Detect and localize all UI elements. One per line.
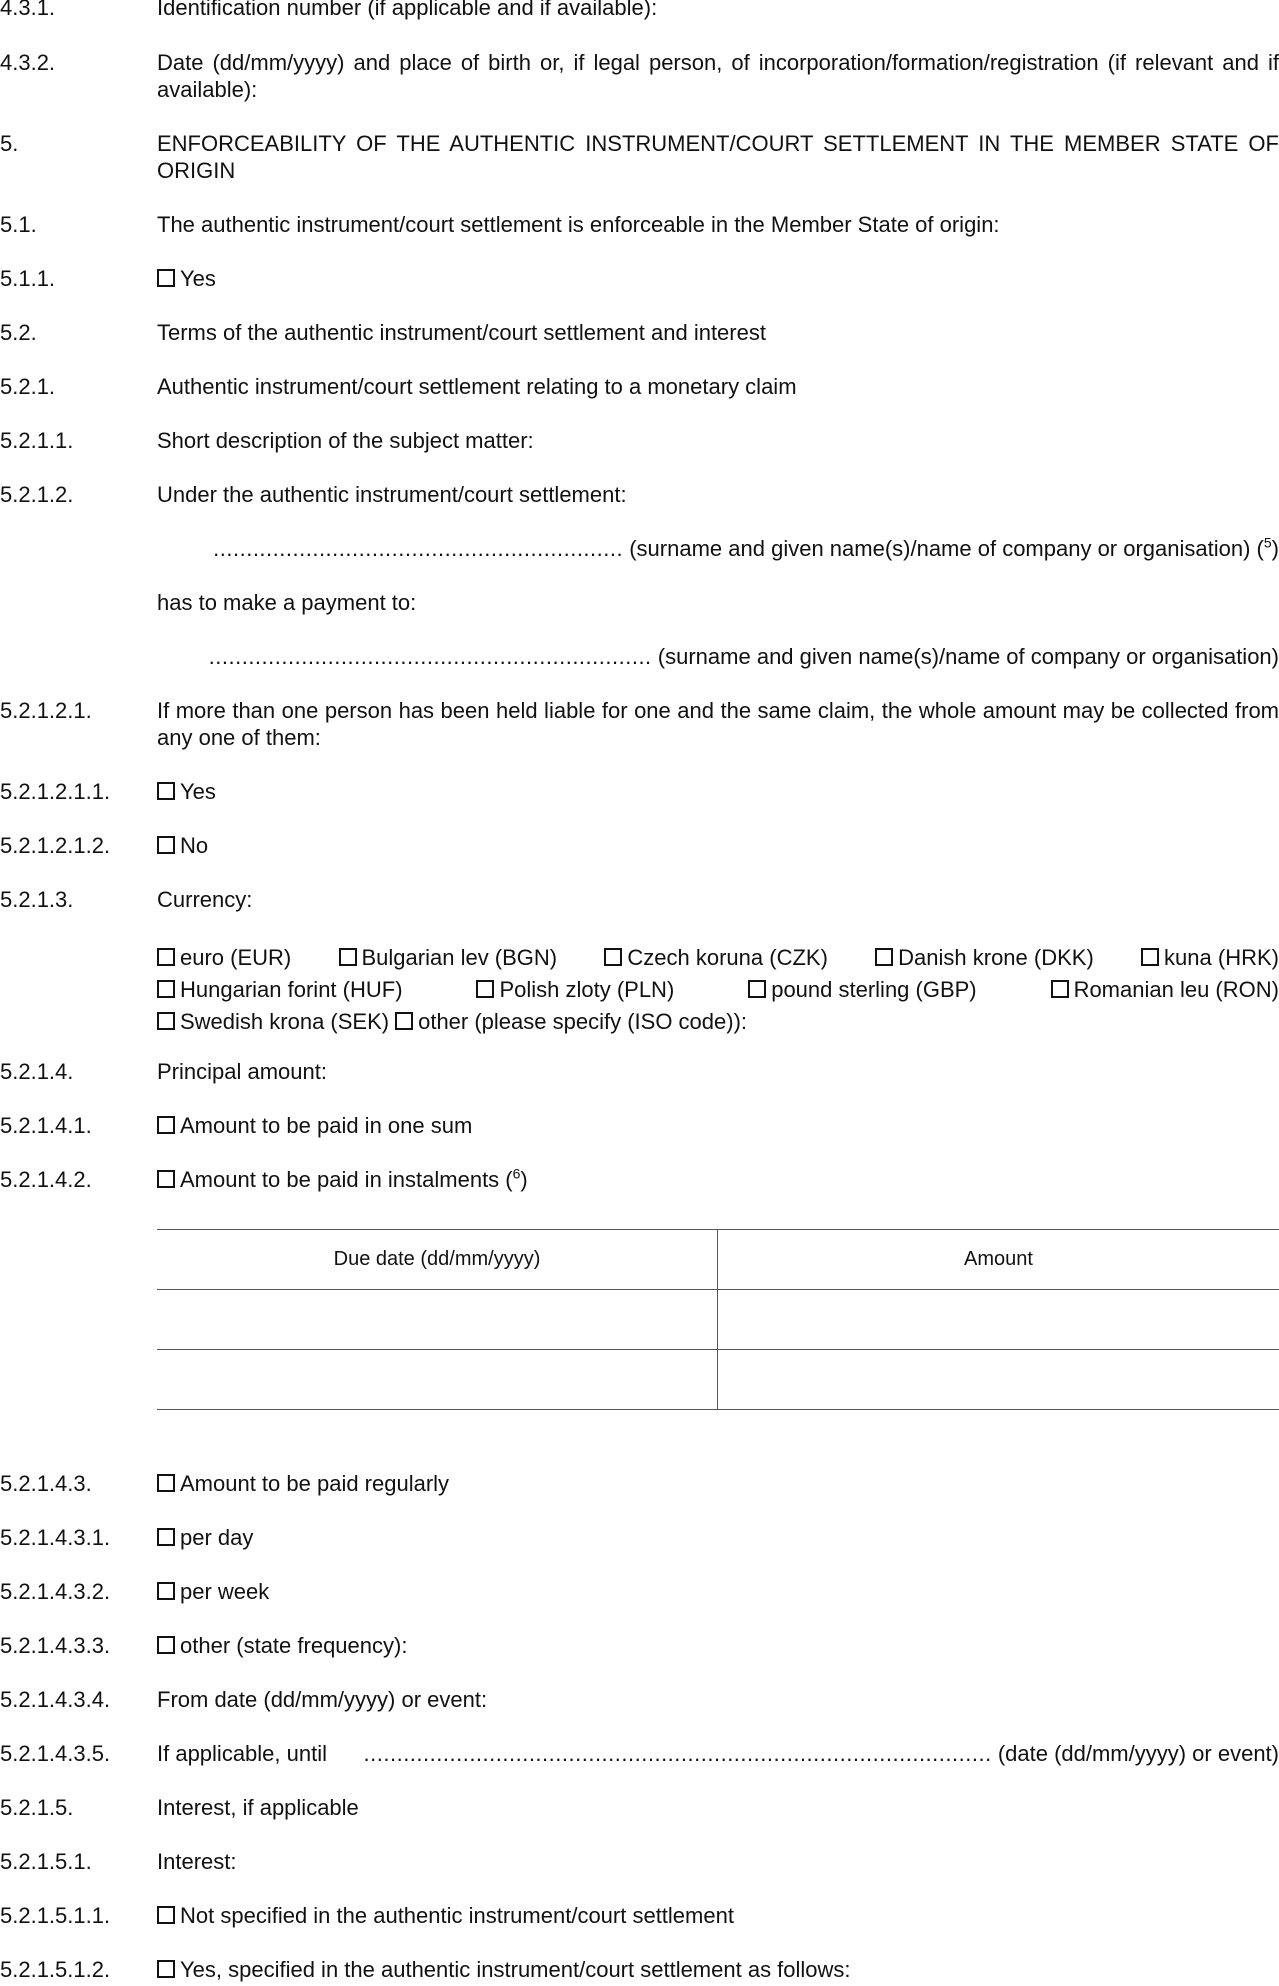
checkbox-interest-not-specified[interactable] [157, 1906, 175, 1924]
checkbox-other-frequency[interactable] [157, 1636, 175, 1654]
section-number: 5.2.1.4. [0, 1059, 74, 1084]
paren-close: ) [1271, 536, 1279, 561]
section-number: 5.2.1.1. [0, 428, 74, 453]
currency-label: Bulgarian lev (BGN) [361, 945, 558, 970]
checkbox-pln[interactable] [476, 980, 494, 998]
checkbox-gbp[interactable] [748, 980, 766, 998]
section-number: 5.2.1.3. [0, 887, 74, 912]
creditor-name-line [157, 643, 1279, 670]
checkbox-label: Yes [180, 779, 216, 804]
field-label: If applicable, until [157, 1741, 327, 1766]
currency-option-ron [1051, 974, 1279, 1006]
field-label: Principal amount: [157, 1059, 327, 1084]
field-label: Short description of the subject matter: [157, 428, 534, 453]
creditor-name-blank[interactable]: ................................................................... [208, 644, 652, 669]
checkbox-one-sum[interactable] [157, 1116, 175, 1134]
footnote-ref: 6 [512, 1165, 521, 1182]
payment-to-label: has to make a payment to: [157, 590, 417, 615]
currency-option-huf [157, 974, 403, 1006]
currency-option-hrk [1141, 942, 1279, 974]
field-label: Under the authentic instrument/court settlement: [157, 482, 627, 507]
section-number: 5.2.1.4.1. [0, 1113, 92, 1138]
due-date-cell[interactable] [157, 1350, 718, 1410]
checkbox-huf[interactable] [157, 980, 175, 998]
footnote-ref: 5 [1263, 534, 1272, 551]
currency-option-dkk [875, 942, 1094, 974]
section-number: 5.2.1.4.2. [0, 1167, 92, 1192]
section-number: 5.2.1.4.3. [0, 1471, 92, 1496]
section-number: 4.3.1. [0, 0, 56, 20]
section-number: 5.1. [0, 212, 37, 237]
section-number: 5. [0, 131, 19, 156]
currency-option-czk [604, 942, 828, 974]
due-date-cell[interactable] [157, 1290, 718, 1350]
section-number: 5.2.1.5.1.1. [0, 1903, 111, 1928]
section-number: 5.2.1.4.3.4. [0, 1687, 111, 1712]
checkbox-dkk[interactable] [875, 948, 893, 966]
column-header-amount: Amount [718, 1230, 1279, 1290]
checkbox-per-week[interactable] [157, 1582, 175, 1600]
field-label: Date (dd/mm/yyyy) and place of birth or, if legal person, of incorporation/formation/registration (if relevant and if available): [157, 50, 1279, 102]
checkbox-label: No [180, 833, 209, 858]
checkbox-interest-specified[interactable] [157, 1960, 175, 1978]
debtor-name-blank[interactable]: .............................................................. [213, 536, 624, 561]
field-label: The authentic instrument/court settlement is enforceable in the Member State of origin: [157, 212, 1000, 237]
currency-label: Swedish krona (SEK) [180, 1009, 390, 1034]
checkbox-ron[interactable] [1051, 980, 1069, 998]
currency-option-other [395, 1006, 747, 1038]
debtor-name-label: (surname and given name(s)/name of company or organisation) ( [629, 536, 1264, 561]
checkbox-label: Yes, specified in the authentic instrument/court settlement as follows: [180, 1957, 851, 1982]
checkbox-eur[interactable] [157, 948, 175, 966]
instalment-table [157, 1229, 1279, 1410]
checkbox-label: Yes [180, 266, 216, 291]
section-number: 5.2.1.5.1.2. [0, 1957, 111, 1982]
currency-label: kuna (HRK) [1164, 945, 1279, 970]
section-number: 5.2.1.5. [0, 1795, 74, 1820]
paren-close: ) [520, 1167, 528, 1192]
debtor-name-line [157, 535, 1279, 562]
table-header-row [157, 1230, 1279, 1290]
currency-option-gbp [748, 974, 976, 1006]
currency-option-eur [157, 942, 291, 974]
currency-label: Hungarian forint (HUF) [180, 977, 403, 1002]
checkbox-label: Not specified in the authentic instrument/court settlement [180, 1903, 734, 1928]
checkbox-regularly[interactable] [157, 1474, 175, 1492]
section-number: 5.2.1.4.3.2. [0, 1579, 111, 1604]
currency-label: other (please specify (ISO code)): [418, 1009, 748, 1034]
currency-label: euro (EUR) [180, 945, 292, 970]
checkbox-sek[interactable] [157, 1012, 175, 1030]
section-title: ENFORCEABILITY OF THE AUTHENTIC INSTRUMENT/COURT SETTLEMENT IN THE MEMBER STATE OF ORIGIN [157, 131, 1279, 183]
section-number: 5.2. [0, 320, 37, 345]
currency-option-pln [476, 974, 674, 1006]
creditor-name-label: (surname and given name(s)/name of company or organisation) [657, 644, 1279, 669]
field-label: If more than one person has been held liable for one and the same claim, the whole amount may be collected from any one of them: [157, 698, 1279, 750]
currency-options [157, 942, 1279, 1038]
field-label: From date (dd/mm/yyyy) or event: [157, 1687, 488, 1712]
section-number: 5.2.1.2.1.1. [0, 779, 111, 804]
section-number: 5.2.1.2.1. [0, 698, 92, 723]
amount-cell[interactable] [718, 1290, 1279, 1350]
field-label: Currency: [157, 887, 253, 912]
currency-label: pound sterling (GBP) [771, 977, 977, 1002]
section-number: 5.2.1.2. [0, 482, 74, 507]
section-number: 5.1.1. [0, 266, 56, 291]
checkbox-label: Amount to be paid in one sum [180, 1113, 473, 1138]
currency-label: Danish krone (DKK) [898, 945, 1094, 970]
section-number: 5.2.1. [0, 374, 56, 399]
field-label: Interest: [157, 1849, 237, 1874]
checkbox-per-day[interactable] [157, 1528, 175, 1546]
table-row [157, 1290, 1279, 1350]
section-number: 5.2.1.4.3.5. [0, 1741, 111, 1766]
section-number: 5.2.1.5.1. [0, 1849, 92, 1874]
checkbox-czk[interactable] [604, 948, 622, 966]
until-date-label: (date (dd/mm/yyyy) or event) [997, 1741, 1279, 1766]
checkbox-joint-no[interactable] [157, 836, 175, 854]
section-number: 5.2.1.2.1.2. [0, 833, 111, 858]
section-number: 4.3.2. [0, 50, 56, 75]
field-label: Authentic instrument/court settlement relating to a monetary claim [157, 374, 797, 399]
column-header-due-date: Due date (dd/mm/yyyy) [157, 1230, 718, 1290]
field-label: Terms of the authentic instrument/court settlement and interest [157, 320, 766, 345]
field-label: Interest, if applicable [157, 1795, 359, 1820]
until-date-blank[interactable]: ............................................................................................... [363, 1741, 992, 1766]
checkbox-instalments[interactable] [157, 1170, 175, 1188]
currency-label: Polish zloty (PLN) [499, 977, 675, 1002]
section-number: 5.2.1.4.3.3. [0, 1633, 111, 1658]
currency-label: Romanian leu (RON) [1073, 977, 1279, 1002]
currency-label: Czech koruna (CZK) [627, 945, 828, 970]
currency-option-bgn [339, 942, 558, 974]
checkbox-enforceable-yes[interactable] [157, 269, 175, 287]
checkbox-joint-yes[interactable] [157, 782, 175, 800]
checkbox-label: Amount to be paid regularly [180, 1471, 450, 1496]
checkbox-label: per day [180, 1525, 254, 1550]
checkbox-bgn[interactable] [339, 948, 357, 966]
checkbox-label: other (state frequency): [180, 1633, 408, 1658]
currency-option-sek [157, 1006, 389, 1038]
checkbox-hrk[interactable] [1141, 948, 1159, 966]
checkbox-other-currency[interactable] [395, 1012, 413, 1030]
checkbox-label: per week [180, 1579, 270, 1604]
section-number: 5.2.1.4.3.1. [0, 1525, 111, 1550]
field-label: Identification number (if applicable and if available): [157, 0, 658, 20]
table-row [157, 1350, 1279, 1410]
amount-cell[interactable] [718, 1350, 1279, 1410]
checkbox-label: Amount to be paid in instalments ( [180, 1167, 513, 1192]
